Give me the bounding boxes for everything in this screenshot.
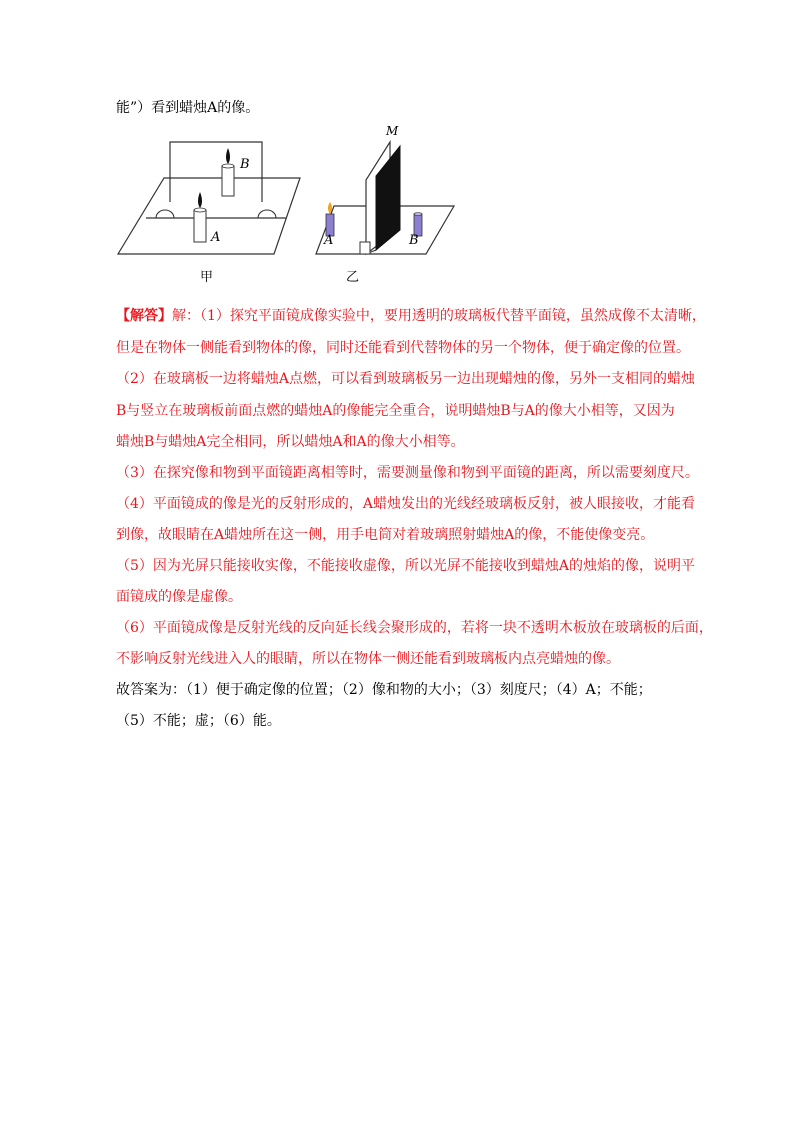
final-answer-line-2: （5）不能；虚；（6）能。	[116, 713, 281, 729]
figure-yi-label-m: M	[386, 124, 399, 138]
answer-line-10: 面镜成的像是虚像。	[116, 589, 242, 605]
figure-yi-caption: 乙	[346, 270, 360, 285]
answer-line-1: 【解答】解：（1）探究平面镜成像实验中，要用透明的玻璃板代替平面镜，虽然成像不太清晰，	[116, 308, 706, 324]
answer-line-8: 到像，故眼睛在A蜡烛所在这一侧，用手电筒对着玻璃照射蜡烛A的像，不能使像变亮。	[116, 527, 655, 543]
figure-jia	[114, 138, 306, 266]
answer-line-4: B与竖立在玻璃板前面点燃的蜡烛A的像能完全重合，说明蜡烛B与A的像大小相等，又因为	[116, 403, 675, 419]
answer-line-5: 蜡烛B与蜡烛A完全相同，所以蜡烛A和A的像大小相等。	[116, 434, 465, 450]
figure-yi-label-b: B	[409, 233, 419, 248]
answer-line-6: （3）在探究像和物到平面镜距离相等时，需要测量像和物到平面镜的距离，所以需要刻度尺。	[116, 465, 699, 481]
figure-yi	[314, 126, 460, 266]
figure-jia-label-b: B	[240, 157, 250, 172]
answer-line-9: （5）因为光屏只能接收实像，不能接收虚像，所以光屏不能接收到蜡烛A的烛焰的像，说明平	[116, 558, 696, 574]
answer-line-12: 不影响反射光线进入人的眼睛，所以在物体一侧还能看到玻璃板内点亮蜡烛的像。	[116, 651, 620, 667]
answer-line-7: （4）平面镜成的像是光的反射形成的，A蜡烛发出的光线经玻璃板反射，被人眼接收，才能看	[116, 496, 696, 512]
final-answer-line-1: 故答案为：（1）便于确定像的位置；（2）像和物的大小；（3）刻度尺；（4）A；不能；	[116, 682, 652, 698]
intro-text: 能”）看到蜡烛A的像。	[116, 100, 260, 116]
figure-yi-label-a: A	[324, 233, 334, 248]
answer-line-2: 但是在物体一侧能看到物体的像，同时还能看到代替物体的另一个物体，便于确定像的位置。	[116, 340, 690, 356]
answer-tag: 【解答】	[116, 308, 172, 324]
answer-line-11: （6）平面镜成像是反射光线的反向延长线会聚形成的，若将一块不透明木板放在玻璃板的后面，	[116, 620, 713, 636]
figure-jia-caption: 甲	[200, 270, 214, 285]
figure-jia-label-a: A	[211, 230, 221, 245]
answer-line-3: （2）在玻璃板一边将蜡烛A点燃，可以看到玻璃板另一边出现蜡烛的像，另外一支相同的蜡烛	[116, 371, 696, 387]
